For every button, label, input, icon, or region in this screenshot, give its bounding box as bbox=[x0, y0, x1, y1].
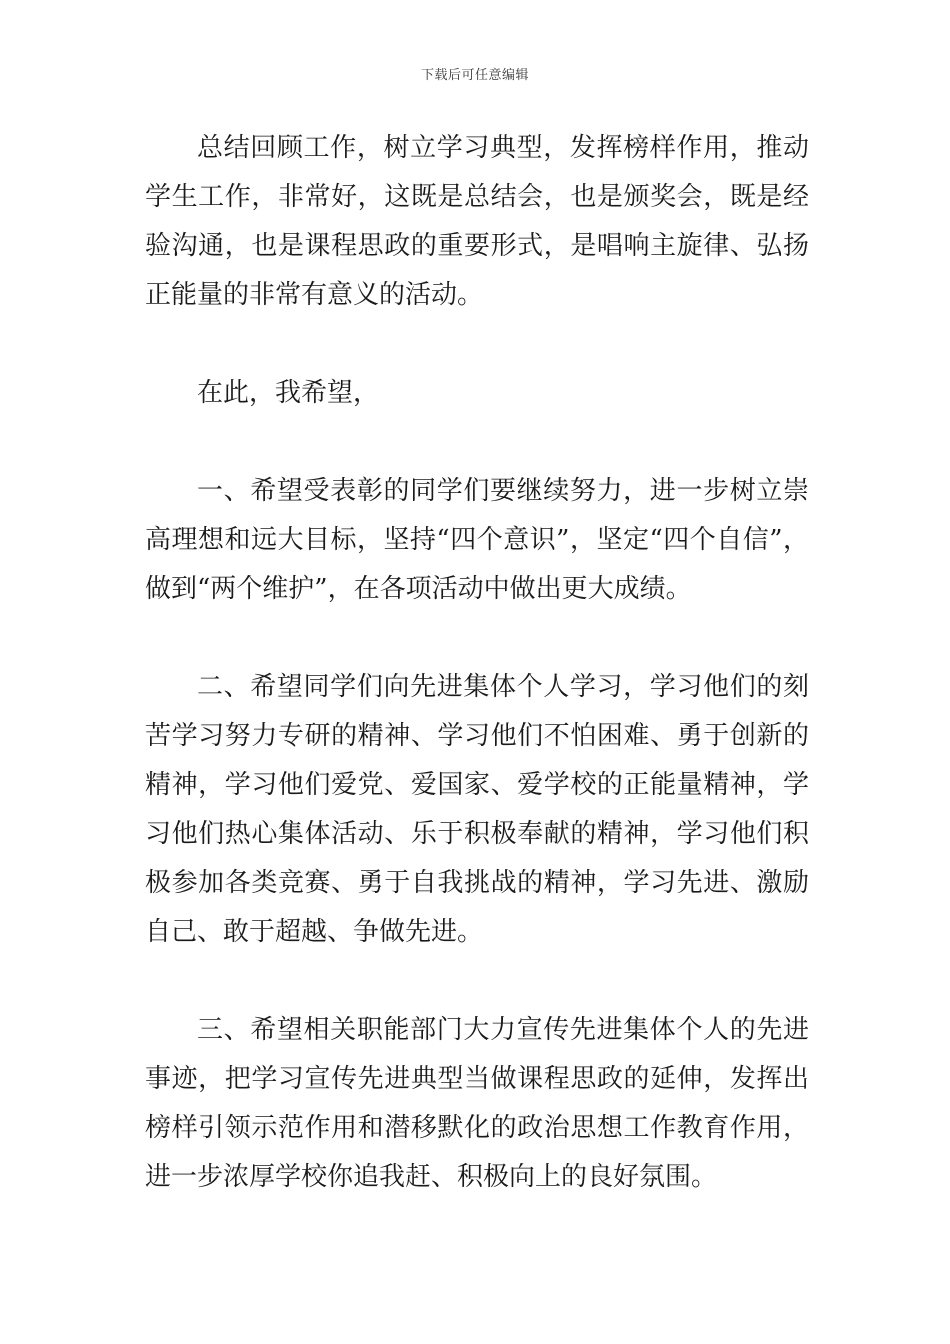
paragraph-hope-three: 三、希望相关职能部门大力宣传先进集体个人的先进事迹，把学习宣传先进典型当做课程思政的延伸，发挥出榜样引领示范作用和潜移默化的政治思想工作教育作用，进一步浓厚学校你追我赶、积极向上的良好氛围。 bbox=[145, 1015, 809, 1192]
paragraph-hope-intro: 在此，我希望， bbox=[197, 378, 380, 408]
paragraph-hope-one: 一、希望受表彰的同学们要继续努力，进一步树立崇高理想和远大目标，坚持“四个意识”，坚定“四个自信”，做到“两个维护”，在各项活动中做出更大成绩。 bbox=[145, 476, 809, 604]
paragraph-summary: 总结回顾工作，树立学习典型，发挥榜样作用，推动学生工作，非常好，这既是总结会，也是颁奖会，既是经验沟通，也是课程思政的重要形式，是唱响主旋律、弘扬正能量的非常有意义的活动。 bbox=[145, 133, 809, 310]
page-header-note: 下载后可任意编辑 bbox=[420, 68, 529, 83]
document-body bbox=[145, 124, 809, 1202]
paragraph-hope-two: 二、希望同学们向先进集体个人学习，学习他们的刻苦学习努力专研的精神、学习他们不怕困难、勇于创新的精神，学习他们爱党、爱国家、爱学校的正能量精神，学习他们热心集体活动、乐于积极奉献的精神，学习他们积极参加各类竞赛、勇于自我挑战的精神，学习先进、激励自己、敢于超越、争做先进。 bbox=[145, 672, 809, 947]
